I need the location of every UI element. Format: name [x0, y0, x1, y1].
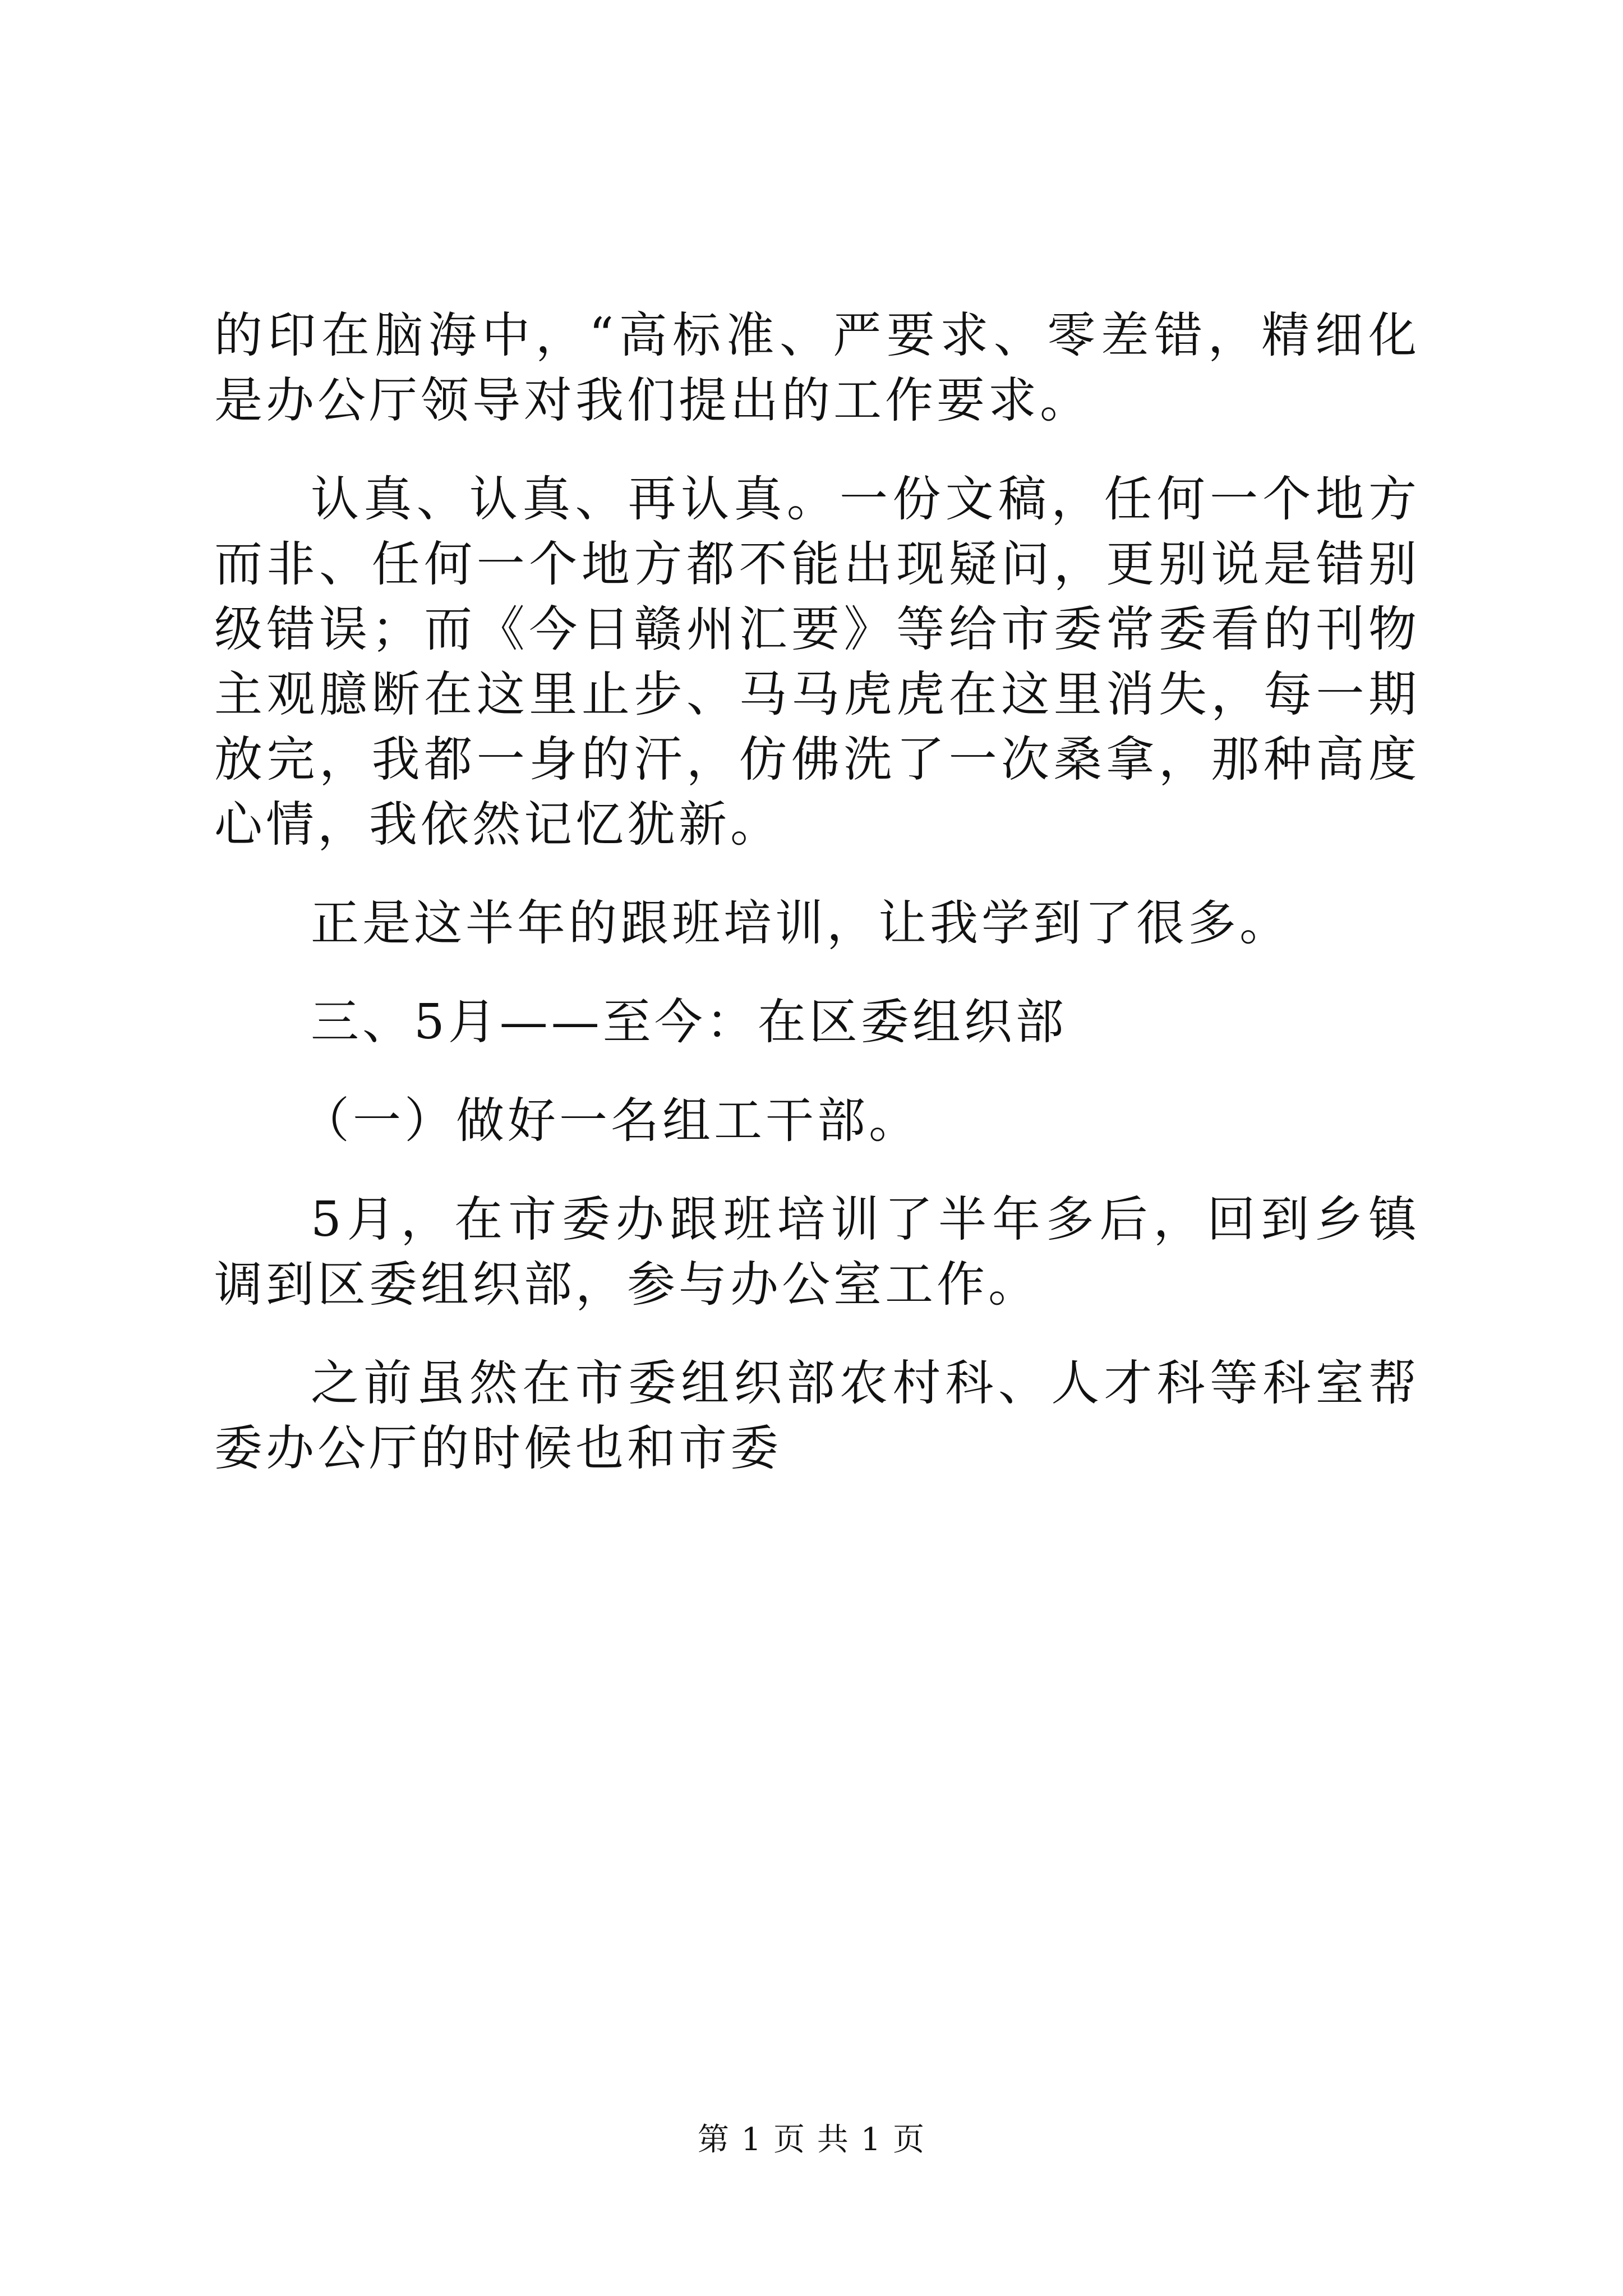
text-line: 委办公厅的时候也和市委 — [214, 1420, 782, 1476]
text-line: 放完，我都一身的汗，仿佛洗了一次桑拿，那种高度 — [214, 731, 1420, 788]
text-line: 5月，在市委办跟班培训了半年多后，回到乡镇 — [311, 1191, 1420, 1248]
section-heading: 三、5月——至今：在区委组织部 — [311, 994, 1067, 1050]
document-body — [214, 303, 1420, 1481]
text-line: 认真、认真、再认真。一份文稿，任何一个地方 — [311, 471, 1420, 527]
text-line: 而非、任何一个地方都不能出现疑问，更别说是错别 — [214, 536, 1420, 592]
text-line: 是办公厅领导对我们提出的工作要求。 — [214, 372, 1091, 429]
text-line: 正是这半年的跟班培训，让我学到了很多。 — [311, 895, 1291, 951]
page-footer: 第 1 页 共 1 页 — [697, 2122, 926, 2158]
text-line: 心情，我依然记忆犹新。 — [214, 797, 782, 853]
text-line: 调到区委组织部，参与办公室工作。 — [214, 1257, 1040, 1313]
text-line: 级错误；而《今日赣州汇要》等给市委常委看的刊物 — [214, 601, 1420, 657]
subsection-heading: （一）做好一名组工干部。 — [301, 1093, 920, 1149]
text-line: 之前虽然在市委组织部农村科、人才科等科室帮 — [311, 1355, 1420, 1411]
text-line: 的印在脑海中，“高标准、严要求、零差错，精细化 — [214, 307, 1420, 364]
text-line: 主观臆断在这里止步、马马虎虎在这里消失，每一期 — [214, 666, 1420, 723]
